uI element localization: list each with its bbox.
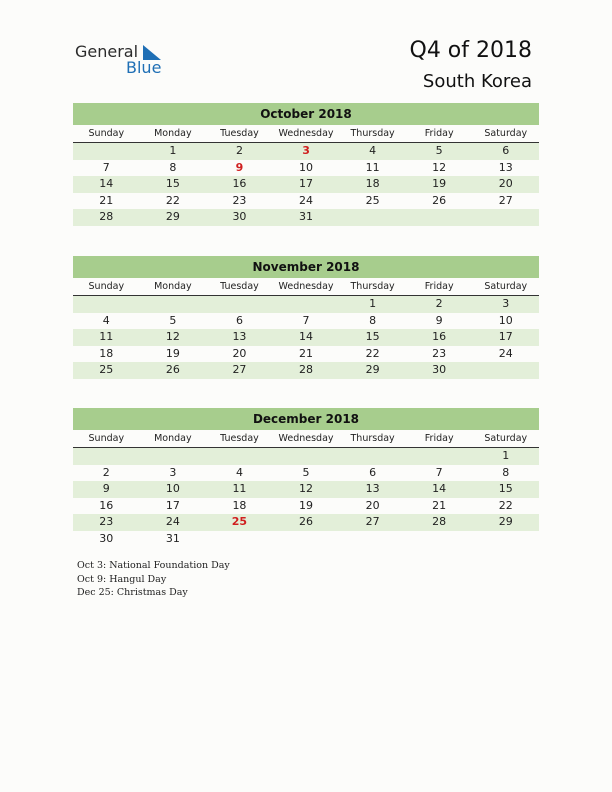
empty-day-cell	[472, 209, 539, 226]
weekday-label: Sunday	[88, 281, 125, 292]
month-title: November 2018	[73, 256, 539, 278]
weekday-label: Sunday	[88, 128, 125, 139]
day-cell: 1	[169, 144, 177, 157]
day-cell: 4	[369, 144, 377, 157]
day-cell: 3	[169, 465, 177, 479]
empty-day-cell	[73, 143, 140, 160]
day-cell: 11	[365, 160, 380, 174]
day-cell: 3	[302, 144, 310, 157]
country-name: South Korea	[422, 71, 532, 92]
week-row	[73, 143, 539, 160]
day-cell: 22	[165, 193, 180, 207]
weekday-label: Friday	[424, 281, 454, 292]
empty-day-cell	[73, 296, 140, 313]
day-cell: 28	[99, 210, 114, 223]
week-row	[73, 481, 539, 498]
day-cell: 21	[299, 346, 314, 360]
logo	[75, 42, 175, 78]
weekday-label: Sunday	[88, 433, 125, 444]
empty-day-cell	[140, 448, 207, 465]
week-row	[73, 346, 539, 363]
week-row	[73, 176, 539, 193]
day-cell: 25	[231, 515, 248, 528]
week-row	[73, 448, 539, 465]
day-cell: 27	[365, 515, 380, 528]
day-cell: 12	[432, 160, 447, 174]
weekday-header-row	[73, 125, 539, 143]
weekday-label: Tuesday	[220, 281, 259, 292]
holiday-note: Oct 3: National Foundation Day	[77, 560, 230, 571]
week-row	[73, 362, 539, 379]
day-cell: 5	[435, 144, 443, 157]
day-cell: 13	[232, 330, 247, 343]
day-cell: 14	[432, 482, 447, 495]
weekday-label: Tuesday	[220, 128, 259, 139]
day-cell: 22	[498, 498, 513, 512]
day-cell: 25	[365, 193, 380, 207]
day-cell: 27	[498, 193, 513, 207]
day-cell: 26	[165, 363, 180, 376]
logo-general-text: General	[75, 42, 139, 61]
week-row	[73, 209, 539, 226]
weekday-label: Monday	[154, 281, 192, 292]
day-cell: 4	[102, 313, 110, 327]
day-cell: 10	[299, 160, 314, 174]
empty-day-cell	[140, 296, 207, 313]
day-cell: 18	[232, 498, 247, 512]
day-cell: 25	[99, 363, 114, 376]
weekday-label: Wednesday	[278, 128, 334, 139]
day-cell: 23	[232, 193, 247, 207]
day-cell: 24	[299, 193, 314, 207]
logo-blue-text: Blue	[126, 58, 162, 77]
month-october	[73, 103, 539, 226]
day-cell: 30	[232, 210, 247, 223]
day-cell: 13	[365, 482, 380, 495]
day-cell: 21	[432, 498, 447, 512]
day-cell: 18	[365, 177, 380, 190]
day-cell: 1	[502, 449, 510, 462]
day-cell: 24	[165, 515, 180, 528]
day-cell: 8	[369, 313, 377, 327]
day-cell: 11	[99, 330, 114, 343]
day-cell: 22	[365, 346, 380, 360]
month-november	[73, 256, 539, 379]
day-cell: 23	[432, 346, 447, 360]
day-cell: 30	[99, 531, 114, 545]
weekday-label: Thursday	[350, 433, 395, 444]
weekday-label: Wednesday	[278, 433, 334, 444]
empty-day-cell	[273, 296, 340, 313]
day-cell: 24	[498, 346, 513, 360]
day-cell: 1	[369, 297, 377, 310]
day-cell: 16	[232, 177, 247, 190]
day-cell: 10	[165, 482, 180, 495]
day-cell: 4	[235, 465, 243, 479]
day-cell: 20	[498, 177, 513, 190]
empty-day-cell	[472, 531, 539, 548]
empty-day-cell	[273, 531, 340, 548]
weekday-label: Saturday	[484, 128, 528, 139]
weekday-label: Monday	[154, 128, 192, 139]
day-cell: 2	[102, 465, 110, 479]
page-title: Q4 of 2018	[409, 38, 532, 63]
day-cell: 7	[302, 313, 310, 327]
empty-day-cell	[406, 448, 473, 465]
week-row	[73, 313, 539, 330]
holiday-notes	[77, 559, 230, 600]
day-cell: 5	[169, 313, 177, 327]
day-cell: 19	[165, 346, 180, 360]
day-cell: 7	[102, 160, 110, 174]
day-cell: 7	[435, 465, 443, 479]
empty-day-cell	[339, 531, 406, 548]
day-cell: 19	[432, 177, 447, 190]
day-cell: 23	[99, 515, 114, 528]
week-row	[73, 193, 539, 210]
weekday-header-row	[73, 278, 539, 296]
day-cell: 27	[232, 363, 247, 376]
day-cell: 20	[232, 346, 247, 360]
day-cell: 29	[365, 363, 380, 376]
day-cell: 13	[498, 160, 513, 174]
weekday-label: Saturday	[484, 433, 528, 444]
day-cell: 16	[432, 330, 447, 343]
empty-day-cell	[406, 209, 473, 226]
month-title: December 2018	[73, 408, 539, 430]
empty-day-cell	[206, 531, 273, 548]
day-cell: 31	[165, 531, 180, 545]
weekday-label: Friday	[424, 128, 454, 139]
weekday-label: Saturday	[484, 281, 528, 292]
weekday-label: Wednesday	[278, 281, 334, 292]
day-cell: 28	[299, 363, 314, 376]
week-row	[73, 498, 539, 515]
day-cell: 9	[102, 482, 110, 495]
holiday-note: Dec 25: Christmas Day	[77, 587, 188, 598]
week-row	[73, 160, 539, 177]
day-cell: 17	[299, 177, 314, 190]
day-cell: 9	[435, 313, 443, 327]
empty-day-cell	[339, 209, 406, 226]
day-cell: 15	[365, 330, 380, 343]
day-cell: 29	[498, 515, 513, 528]
day-cell: 15	[165, 177, 180, 190]
week-row	[73, 465, 539, 482]
week-row	[73, 329, 539, 346]
weekday-label: Thursday	[350, 281, 395, 292]
day-cell: 31	[299, 210, 314, 223]
day-cell: 6	[502, 144, 510, 157]
empty-day-cell	[472, 362, 539, 379]
day-cell: 16	[99, 498, 114, 512]
weekday-header-row	[73, 430, 539, 448]
day-cell: 12	[165, 330, 180, 343]
day-cell: 26	[432, 193, 447, 207]
day-cell: 14	[299, 330, 314, 343]
day-cell: 17	[498, 330, 513, 343]
day-cell: 15	[498, 482, 513, 495]
day-cell: 18	[99, 346, 114, 360]
month-title: October 2018	[73, 103, 539, 125]
day-cell: 12	[299, 482, 314, 495]
day-cell: 28	[432, 515, 447, 528]
day-cell: 2	[235, 144, 243, 157]
month-december	[73, 408, 539, 547]
empty-day-cell	[206, 448, 273, 465]
empty-day-cell	[73, 448, 140, 465]
day-cell: 26	[299, 515, 314, 528]
day-cell: 21	[99, 193, 114, 207]
empty-day-cell	[406, 531, 473, 548]
empty-day-cell	[339, 448, 406, 465]
day-cell: 17	[165, 498, 180, 512]
week-row	[73, 531, 539, 548]
day-cell: 20	[365, 498, 380, 512]
weekday-label: Monday	[154, 433, 192, 444]
day-cell: 29	[165, 210, 180, 223]
empty-day-cell	[273, 448, 340, 465]
day-cell: 11	[232, 482, 247, 495]
week-row	[73, 296, 539, 313]
day-cell: 14	[99, 177, 114, 190]
day-cell: 19	[299, 498, 314, 512]
day-cell: 9	[235, 160, 244, 174]
day-cell: 10	[498, 313, 513, 327]
day-cell: 6	[369, 465, 377, 479]
empty-day-cell	[206, 296, 273, 313]
day-cell: 30	[432, 363, 447, 376]
day-cell: 6	[235, 313, 243, 327]
weekday-label: Tuesday	[220, 433, 259, 444]
week-row	[73, 514, 539, 531]
holiday-note: Oct 9: Hangul Day	[77, 573, 167, 585]
weekday-label: Friday	[424, 433, 454, 444]
day-cell: 8	[169, 160, 177, 174]
day-cell: 8	[502, 465, 510, 479]
weekday-label: Thursday	[350, 128, 395, 139]
day-cell: 3	[502, 297, 510, 310]
day-cell: 5	[302, 465, 310, 479]
day-cell: 2	[435, 297, 443, 310]
